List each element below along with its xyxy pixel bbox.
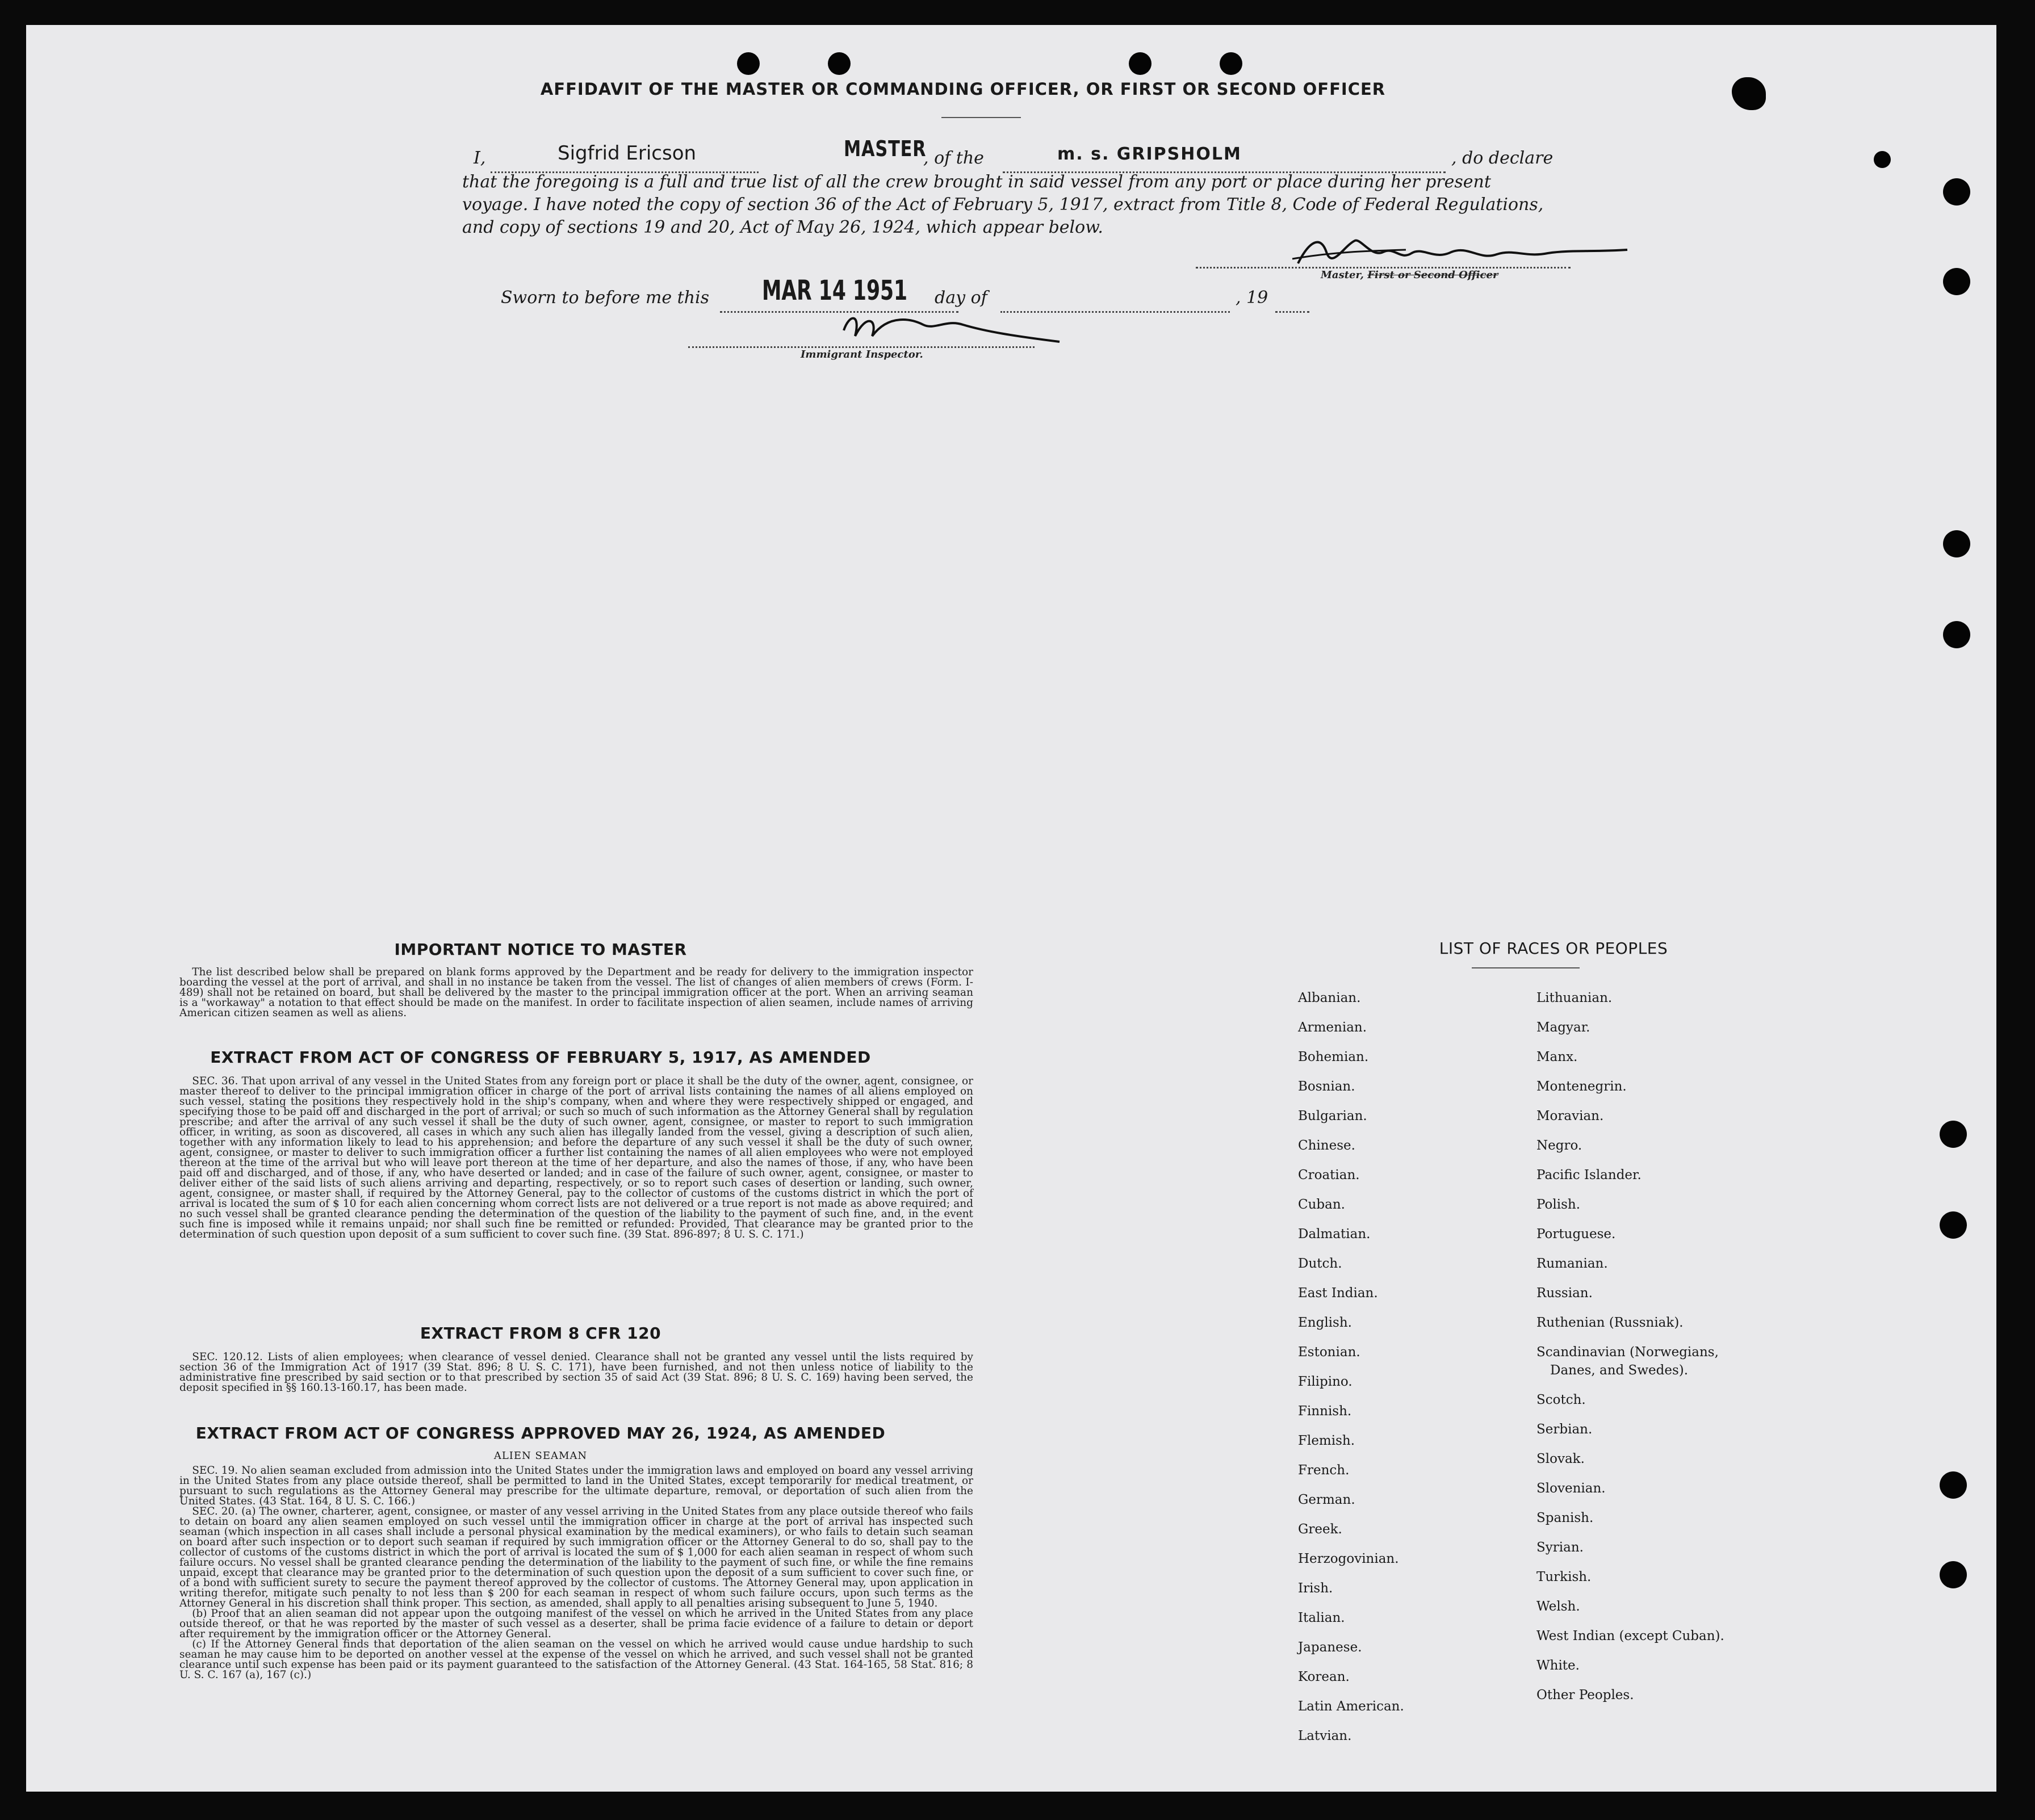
day-of-label: day of <box>935 288 987 308</box>
race-list-item: West Indian (except Cuban). <box>1536 1629 1724 1643</box>
race-list-item: Estonian. <box>1298 1345 1360 1360</box>
struck-caption: First or Second Officer <box>1367 269 1498 281</box>
race-list-item: Polish. <box>1536 1197 1581 1212</box>
punch-hole <box>1943 530 1970 557</box>
master-caption <box>1321 269 1498 281</box>
punch-hole <box>1940 1121 1967 1148</box>
master-signature <box>1287 229 1639 275</box>
race-list-item: Greek. <box>1298 1522 1342 1537</box>
race-list-item: Herzogovinian. <box>1298 1551 1399 1566</box>
sec19-text: SEC. 19. No alien seaman excluded from admission into the United States under the immigration laws and employed on board any vessel arriving in the United States from any place outside thereof, shall be permitted to land in the United States, except temporarily for medical treatment, or pursuant to such regulations as the Attorney General may prescribe for the ultimate departure, removal, or deportation of such alien from the United States. (43 Stat. 164, 8 U. S. C. 166.) <box>179 1465 973 1507</box>
race-list-item: Japanese. <box>1298 1640 1362 1655</box>
affidavit-i-label: I, <box>474 148 486 168</box>
race-list-item: Magyar. <box>1536 1020 1590 1035</box>
race-list-item: Dalmatian. <box>1298 1227 1371 1242</box>
document-page <box>26 25 1996 1792</box>
master-name-value: Sigfrid Ericson <box>558 142 697 165</box>
race-list-item: Cuban. <box>1298 1197 1345 1212</box>
race-list-item: Scotch. <box>1536 1393 1586 1407</box>
race-list-item: Spanish. <box>1536 1511 1594 1525</box>
race-list-item: Slovak. <box>1536 1452 1585 1466</box>
race-list-item: Rumanian. <box>1536 1256 1608 1271</box>
race-list-item: Serbian. <box>1536 1422 1593 1437</box>
race-list-item: Turkish. <box>1536 1570 1592 1584</box>
race-list-item: Filipino. <box>1298 1374 1353 1389</box>
races-divider <box>1472 967 1580 968</box>
punch-hole <box>1943 178 1970 206</box>
sworn-label: Sworn to before me this <box>501 288 710 308</box>
race-list-item: Lithuanian. <box>1536 991 1613 1005</box>
race-list-item: Croatian. <box>1298 1168 1360 1182</box>
race-list-item: Welsh. <box>1536 1599 1580 1614</box>
race-list-item: Irish. <box>1298 1581 1333 1596</box>
inspector-signature <box>832 302 1071 347</box>
rank-stamp: MASTER <box>844 136 927 161</box>
notice-text: The list described below shall be prepared on blank forms approved by the Department and be ready for delivery to the immigration inspector boarding the vessel at the port of arrival, and shall in no instance be taken from the vessel. The list of changes of alien members of crews (Form. I-489) shall not be retained on board, but shall be delivered by the master to the principal immigration officer at the port. When an arriving seaman is a "workaway" a notation to that effect should be made on the manifest. In order to facilitate inspection of alien seamen, include names of arriving American citizen seamen as well as aliens. <box>179 966 973 1019</box>
race-list-item: Korean. <box>1298 1670 1350 1684</box>
affidavit-line-3: voyage. I have noted the copy of section 36 of the Act of February 5, 1917, extract from Title 8, Code of Federal Regulations, <box>462 195 1544 215</box>
race-list-item: Montenegrin. <box>1536 1079 1627 1094</box>
master-caption-prefix: Master, <box>1321 269 1364 281</box>
sec20c-text: (c) If the Attorney General finds that deportation of the alien seaman on the vessel on which he arrived would cause undue hardship to such seaman he may cause him to be deported on another vessel at the expense of the vessel on which he arrived, and such vessel shall not be granted clearance until such expense has been paid or its payment guaranteed to the satisfaction of the Attorney General. (43 Stat. 164-165, 58 Stat. 816; 8 U. S. C. 167 (a), 167 (c).) <box>179 1638 973 1681</box>
vessel-value: m. s. GRIPSHOLM <box>1057 144 1242 164</box>
punch-hole <box>1129 52 1152 75</box>
race-list-item: Chinese. <box>1298 1138 1355 1153</box>
punch-hole <box>1943 268 1970 295</box>
punch-hole <box>1220 52 1242 75</box>
punch-hole <box>1943 621 1970 648</box>
year-label: , 19 <box>1236 288 1268 308</box>
affidavit-line-2: that the foregoing is a full and true list of all the crew brought in said vessel from any port or place during her present <box>462 172 1491 192</box>
race-list-item: Moravian. <box>1536 1109 1604 1123</box>
punch-hole <box>737 52 760 75</box>
race-list-item: Slovenian. <box>1536 1481 1606 1496</box>
extract-1917-body <box>179 1076 973 1240</box>
torn-mark <box>1732 77 1766 110</box>
race-list-item: Flemish. <box>1298 1433 1355 1448</box>
race-list-item: Armenian. <box>1298 1020 1367 1035</box>
race-list-item: Latvian. <box>1298 1729 1352 1743</box>
affidavit-title: AFFIDAVIT OF THE MASTER OR COMMANDING OFFICER, OR FIRST OR SECOND OFFICER <box>540 79 1386 99</box>
race-list-item: Manx. <box>1536 1050 1578 1064</box>
extract-cfr-title: EXTRACT FROM 8 CFR 120 <box>420 1324 661 1343</box>
race-list-item: Danes, and Swedes). <box>1550 1363 1689 1378</box>
race-list-item: English. <box>1298 1315 1352 1330</box>
extract-cfr-body <box>179 1352 973 1393</box>
punch-hole <box>1940 1471 1967 1499</box>
race-list-item: Latin American. <box>1298 1699 1404 1714</box>
race-list-item: Bulgarian. <box>1298 1109 1367 1123</box>
title-divider <box>941 117 1021 118</box>
torn-mark <box>1874 151 1891 168</box>
date-stamp: MAR 14 1951 <box>762 275 908 307</box>
race-list-item: Italian. <box>1298 1611 1345 1625</box>
race-list-item: East Indian. <box>1298 1286 1378 1301</box>
sec36-text: SEC. 36. That upon arrival of any vessel in the United States from any foreign port or place it shall be the duty of the owner, agent, consignee, or master thereof to deliver to the principal immigration officer in charge of the port of arrival lists containing the names of all aliens employed on such vessel, stating the positions they respectively hold in the ship's company, when and where they were respectively shipped or engaged, and specifying those to be paid off and discharged in the port of arrival; or such so much of such information as the Attorney General shall by regulation prescribe; and after the arrival of any such vessel it shall be the duty of such owner, agent, consignee, or master to report to such immigration officer, in writing, as soon as discovered, all cases in which any such alien has illegally landed from the vessel, giving a description of such alien, together with any information likely to lead to his apprehension; and before the departure of any such vessel it shall be the duty of such owner, agent, consignee, or master to deliver to such immigration officer a further list containing the names of all alien employees who were not employed thereon at the time of the arrival but who will leave port thereon at the time of her departure, and also the names of those, if any, who have been paid off and discharged, and of those, if any, who have deserted or landed; and in case of the failure of such owner, agent, consignee, or master to deliver either of the said lists of such aliens arriving and departing, respectively, or so to report such cases of desertion or landing, such owner, agent, consignee, or master shall, if required by the Attorney General, pay to the collector of customs of the customs district in which the port of arrival is located the sum of $ 10 for each alien concerning whom correct lists are not delivered or a true report is not made as above required; and no such vessel shall be granted clearance pending the determination of the question of the liability to the payment of such fine, and, in the event such fine is imposed while it remains unpaid; nor shall such fine be remitted or refunded: Provided, That clearance may be granted prior to the determination of such question upon deposit of a sum sufficient to cover such fine. (39 Stat. 896-897; 8 U. S. C. 171.) <box>179 1075 973 1240</box>
race-list-item: Albanian. <box>1298 991 1361 1005</box>
race-list-item: Other Peoples. <box>1536 1688 1634 1702</box>
notice-body <box>179 967 973 1018</box>
race-list-item: Bosnian. <box>1298 1079 1355 1094</box>
inspector-caption: Immigrant Inspector. <box>801 349 923 360</box>
sec20a-text: SEC. 20. (a) The owner, charterer, agent, consignee, or master of any vessel arriving in the United States from any place outside thereof who fails to detain on board any alien seamen employed on such vessel until the immigration officer in charge at the port of arrival has inspected such seaman (which inspection in all cases shall include a personal physical examination by the medical examiners), or who fails to detain such seaman on board after such inspection or to deport such seaman if required by such immigration officer or the Attorney General to do so, shall pay to the collector of customs of the customs district in which the port of arrival is located the sum of $ 1,000 for each alien seaman in respect of whom such failure occurs. No vessel shall be granted clearance pending the determination of the liability to the payment of such fine, or while the fine remains unpaid, except that clearance may be granted prior to the determination of such question upon the deposit of a sum sufficient to cover such fine, or of a bond with sufficient surety to secure the payment thereof approved by the collector of customs. The Attorney General may, upon application in writing therefor, mitigate such penalty to not less than $ 200 for each seaman in respect of whom such failure occurs, upon such terms as the Attorney General in his discretion shall think proper. This section, as amended, shall apply to all penalties arising subsequent to June 5, 1940. <box>179 1506 973 1609</box>
race-list-item: Dutch. <box>1298 1256 1342 1271</box>
affidavit-line-4: and copy of sections 19 and 20, Act of May 26, 1924, which appear below. <box>462 217 1103 237</box>
sec20b-text: (b) Proof that an alien seaman did not appear upon the outgoing manifest of the vessel on which he arrived in the United States from any place outside thereof, or that he was reported by the master of such vessel as a deserter, shall be prima facie evidence of a failure to detain or deport after requirement by the immigration officer or the Attorney General. <box>179 1608 973 1640</box>
race-list-item: Pacific Islander. <box>1536 1168 1642 1182</box>
punch-hole <box>1940 1561 1967 1588</box>
punch-hole <box>828 52 851 75</box>
extract-1917-title: EXTRACT FROM ACT OF CONGRESS OF FEBRUARY 5, 1917, AS AMENDED <box>210 1048 871 1067</box>
race-list-item: White. <box>1536 1658 1580 1673</box>
of-the-label: , of the <box>923 148 984 168</box>
race-list-item: Russian. <box>1536 1286 1593 1301</box>
alien-seaman-subtitle: ALIEN SEAMAN <box>493 1450 588 1462</box>
year-field <box>1275 288 1309 313</box>
race-list-item: Negro. <box>1536 1138 1582 1153</box>
race-list-item: Syrian. <box>1536 1540 1584 1555</box>
race-list-item: Scandinavian (Norwegians, <box>1536 1345 1719 1360</box>
race-list-item: Finnish. <box>1298 1404 1352 1419</box>
race-list-item: German. <box>1298 1492 1355 1507</box>
extract-1924-body <box>179 1466 973 1680</box>
notice-title: IMPORTANT NOTICE TO MASTER <box>394 940 687 959</box>
sec12012-text: SEC. 120.12. Lists of alien employees; when clearance of vessel denied. Clearance shall not be granted any vessel until the lists required by section 36 of the Immigration Act of 1917 (39 Stat. 896; 8 U. S. C. 171), have been furnished, and not then unless notice of liability to the administrative fine prescribed by said section or to that prescribed by section 35 of said Act (39 Stat. 896; 8 U. S. C. 169) having been served, the deposit specified in §§ 160.13-160.17, has been made. <box>179 1351 973 1394</box>
race-list-item: Ruthenian (Russniak). <box>1536 1315 1684 1330</box>
punch-hole <box>1940 1211 1967 1239</box>
race-list-item: Portuguese. <box>1536 1227 1616 1242</box>
race-list-item: French. <box>1298 1463 1350 1478</box>
do-declare-label: , do declare <box>1451 148 1554 168</box>
races-title: LIST OF RACES OR PEOPLES <box>1439 939 1668 958</box>
extract-1924-title: EXTRACT FROM ACT OF CONGRESS APPROVED MAY 26, 1924, AS AMENDED <box>195 1424 886 1442</box>
race-list-item: Bohemian. <box>1298 1050 1369 1064</box>
